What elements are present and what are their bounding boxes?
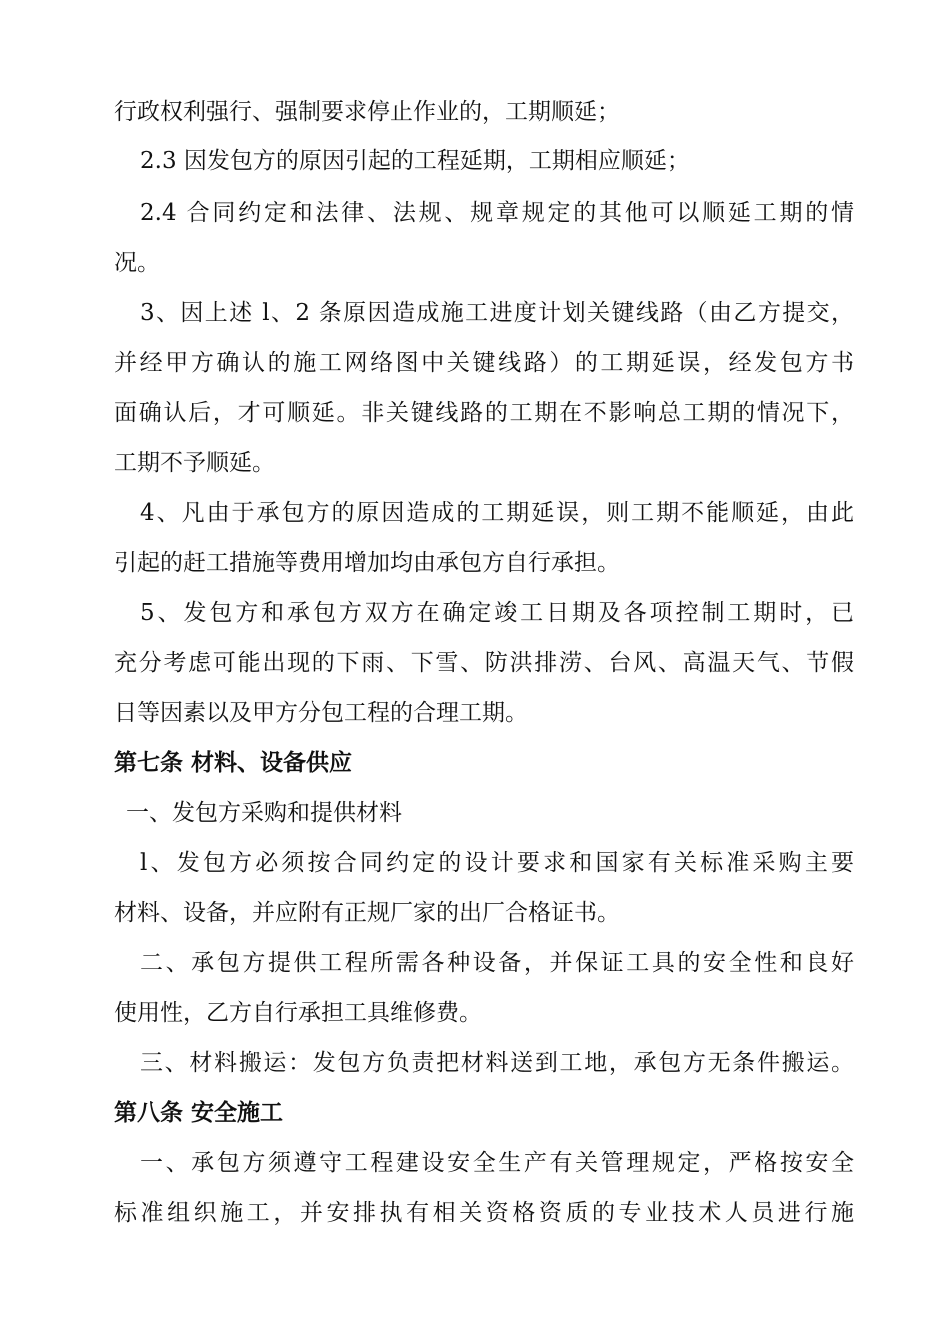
- text-line: 3、因上述 l、2 条原因造成施工进度计划关键线路（由乙方提交，: [140, 300, 854, 326]
- text-line: 2.4 合同约定和法律、法规、规章规定的其他可以顺延工期的情: [140, 200, 854, 226]
- text-line: 2.3 因发包方的原因引起的工程延期，工期相应顺延；: [140, 148, 690, 174]
- text-line: 三、材料搬运：发包方负责把材料送到工地，承包方无条件搬运。: [140, 1050, 854, 1076]
- text-line: 工期不予顺延。: [114, 450, 275, 476]
- text-line: 使用性，乙方自行承担工具维修费。: [114, 1000, 482, 1026]
- text-line: 行政权利强行、强制要求停止作业的，工期顺延；: [114, 99, 620, 125]
- section-heading: 第八条 安全施工: [114, 1100, 284, 1126]
- text-line: 一、承包方须遵守工程建设安全生产有关管理规定，严格按安全: [140, 1150, 854, 1176]
- text-line: 材料、设备，并应附有正规厂家的出厂合格证书。: [114, 900, 620, 926]
- section-heading: 第七条 材料、设备供应: [114, 750, 353, 776]
- text-line: l、发包方必须按合同约定的设计要求和国家有关标准采购主要: [140, 850, 854, 876]
- text-line: 况。: [114, 250, 160, 276]
- text-line: 4、凡由于承包方的原因造成的工期延误，则工期不能顺延，由此: [140, 500, 854, 526]
- text-line: 充分考虑可能出现的下雨、下雪、防洪排涝、台风、高温天气、节假: [114, 650, 854, 676]
- text-line: 面确认后，才可顺延。非关键线路的工期在不影响总工期的情况下，: [114, 400, 854, 426]
- text-line: 引起的赶工措施等费用增加均由承包方自行承担。: [114, 550, 620, 576]
- text-line: 一、发包方采购和提供材料: [126, 800, 402, 826]
- text-line: 二、承包方提供工程所需各种设备，并保证工具的安全性和良好: [140, 950, 854, 976]
- text-line: 并经甲方确认的施工网络图中关键线路）的工期延误，经发包方书: [114, 350, 854, 376]
- text-line: 标准组织施工，并安排执有相关资格资质的专业技术人员进行施: [114, 1200, 854, 1226]
- text-line: 日等因素以及甲方分包工程的合理工期。: [114, 700, 528, 726]
- text-line: 5、发包方和承包方双方在确定竣工日期及各项控制工期时，已: [140, 600, 854, 626]
